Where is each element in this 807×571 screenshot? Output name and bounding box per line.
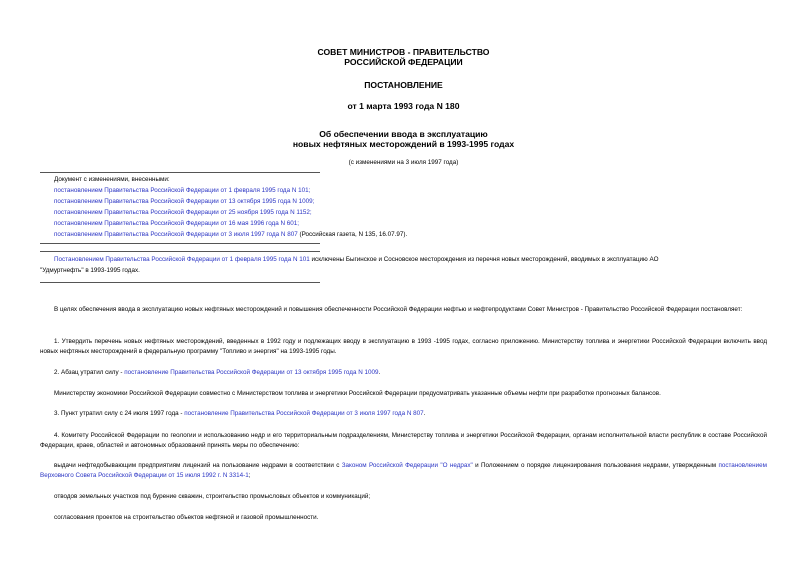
- item-2-text: 2. Абзац утратил силу -: [54, 369, 125, 376]
- changes-note: (с изменениями на 3 июля 1997 года): [348, 159, 459, 166]
- item-3-link[interactable]: постановление Правительства Российской Федерации от 3 июля 1997 года N 807: [184, 410, 424, 417]
- amendment-link-2[interactable]: постановлением Правительства Российской Федерации от 13 октября 1995 года N 1009;: [54, 198, 315, 205]
- law-on-subsoil-link[interactable]: Законом Российской Федерации "О недрах": [341, 462, 473, 469]
- divider: [40, 251, 320, 252]
- org-name-line1: СОВЕТ МИНИСТРОВ - ПРАВИТЕЛЬСТВО: [317, 47, 490, 57]
- paragraph-land: отводов земельных участков под бурение скважин, строительство промысловых объектов и коммуникаций;: [54, 493, 371, 500]
- paragraph-preamble: В целях обеспечения ввода в эксплуатацию новых нефтяных месторождений и повышения обеспеченности Российской Федерации нефтью и нефтепродуктами Совет Министров - Правительство Российской Федерации постановляет:: [54, 306, 743, 313]
- paragraph-item-3: [40, 409, 767, 419]
- divider: [40, 172, 320, 173]
- amendment-link-5[interactable]: постановлением Правительства Российской Федерации от 3 июля 1997 года N 807: [54, 231, 298, 238]
- document-title-line1: Об обеспечении ввода в эксплуатацию: [319, 129, 488, 139]
- amendment-link-3[interactable]: постановлением Правительства Российской Федерации от 25 ноября 1995 года N 1152;: [54, 209, 312, 216]
- amendment-source: (Российская газета, N 135, 16.07.97).: [297, 231, 408, 238]
- licensing-suffix: ;: [248, 472, 251, 480]
- amendment-link-1[interactable]: постановлением Правительства Российской Федерации от 1 февраля 1995 года N 101;: [54, 187, 311, 194]
- amendment-link-4[interactable]: постановлением Правительства Российской Федерации от 16 мая 1996 года N 601;: [54, 220, 300, 227]
- item-2-suffix: .: [378, 369, 381, 376]
- item-3-suffix: .: [423, 410, 426, 417]
- paragraph-item-2: [40, 368, 767, 378]
- paragraph-licensing: [40, 461, 767, 482]
- document-title-line2: новых нефтяных месторождений в 1993-1995 годах: [292, 139, 515, 149]
- document-type: ПОСТАНОВЛЕНИЕ: [364, 80, 443, 90]
- supreme-council-resolution-link[interactable]: постановлением Верховного Совета Российской Федерации от 15 июля 1992 г. N 3314-1: [40, 462, 767, 480]
- note-text: исключены Быгинское и Сосновское месторождения из перечня новых месторождений, вводимых в эксплуатацию АО: [309, 256, 659, 263]
- licensing-text-2: и Положением о порядке лицензирования пользования недрами, утвержденным: [472, 462, 719, 469]
- org-name-line2: РОССИЙСКОЙ ФЕДЕРАЦИИ: [344, 57, 463, 67]
- paragraph-economy: Министерству экономики Российской Федерации совместно с Министерством топлива и энергетики Российской Федерации предусматривать указанные объемы нефти при разработке прогнозных балансов.: [54, 390, 661, 397]
- item-2-link[interactable]: постановление Правительства Российской Федерации от 13 октября 1995 года N 1009: [124, 369, 379, 376]
- document-date: от 1 марта 1993 года N 180: [347, 101, 460, 111]
- amendment-row-5: [54, 231, 407, 239]
- note-link[interactable]: Постановлением Правительства Российской Федерации от 1 февраля 1995 года N 101: [54, 256, 310, 263]
- licensing-text: выдачи нефтедобывающим предприятиям лицензий на пользование недрами в соответствии с: [54, 462, 342, 469]
- note-line2: "Удмуртнефть" в 1993-1995 годах.: [40, 267, 140, 274]
- item-3-text: 3. Пункт утратил силу с 24 июля 1997 года -: [54, 410, 185, 417]
- divider: [40, 282, 320, 283]
- paragraph-item-4: 4. Комитету Российской Федерации по геологии и использованию недр и его территориальным подразделениям, Министерству топлива и энергетики Российской Федерации, органам исполнительной власти республик в составе Российской Федерации, краев, областей и автономных образований принять меры по обеспечению:: [40, 432, 767, 450]
- divider: [40, 243, 320, 244]
- note-line1: [54, 256, 658, 264]
- amendments-intro: Документ с изменениями, внесенными:: [54, 176, 170, 183]
- paragraph-projects: согласования проектов на строительство объектов нефтяной и газовой промышленности.: [54, 514, 319, 521]
- paragraph-item-1: 1. Утвердить перечень новых нефтяных месторождений, введенных в 1992 году и подлежащих вводу в эксплуатацию в 1993 -1995 годах, согласно приложению. Министерству топлива и энергетики Российской Федерации включить ввод новых нефтяных месторождений в федеральную программу "Топливо и энергия" на 1993-1995 годы.: [40, 338, 767, 356]
